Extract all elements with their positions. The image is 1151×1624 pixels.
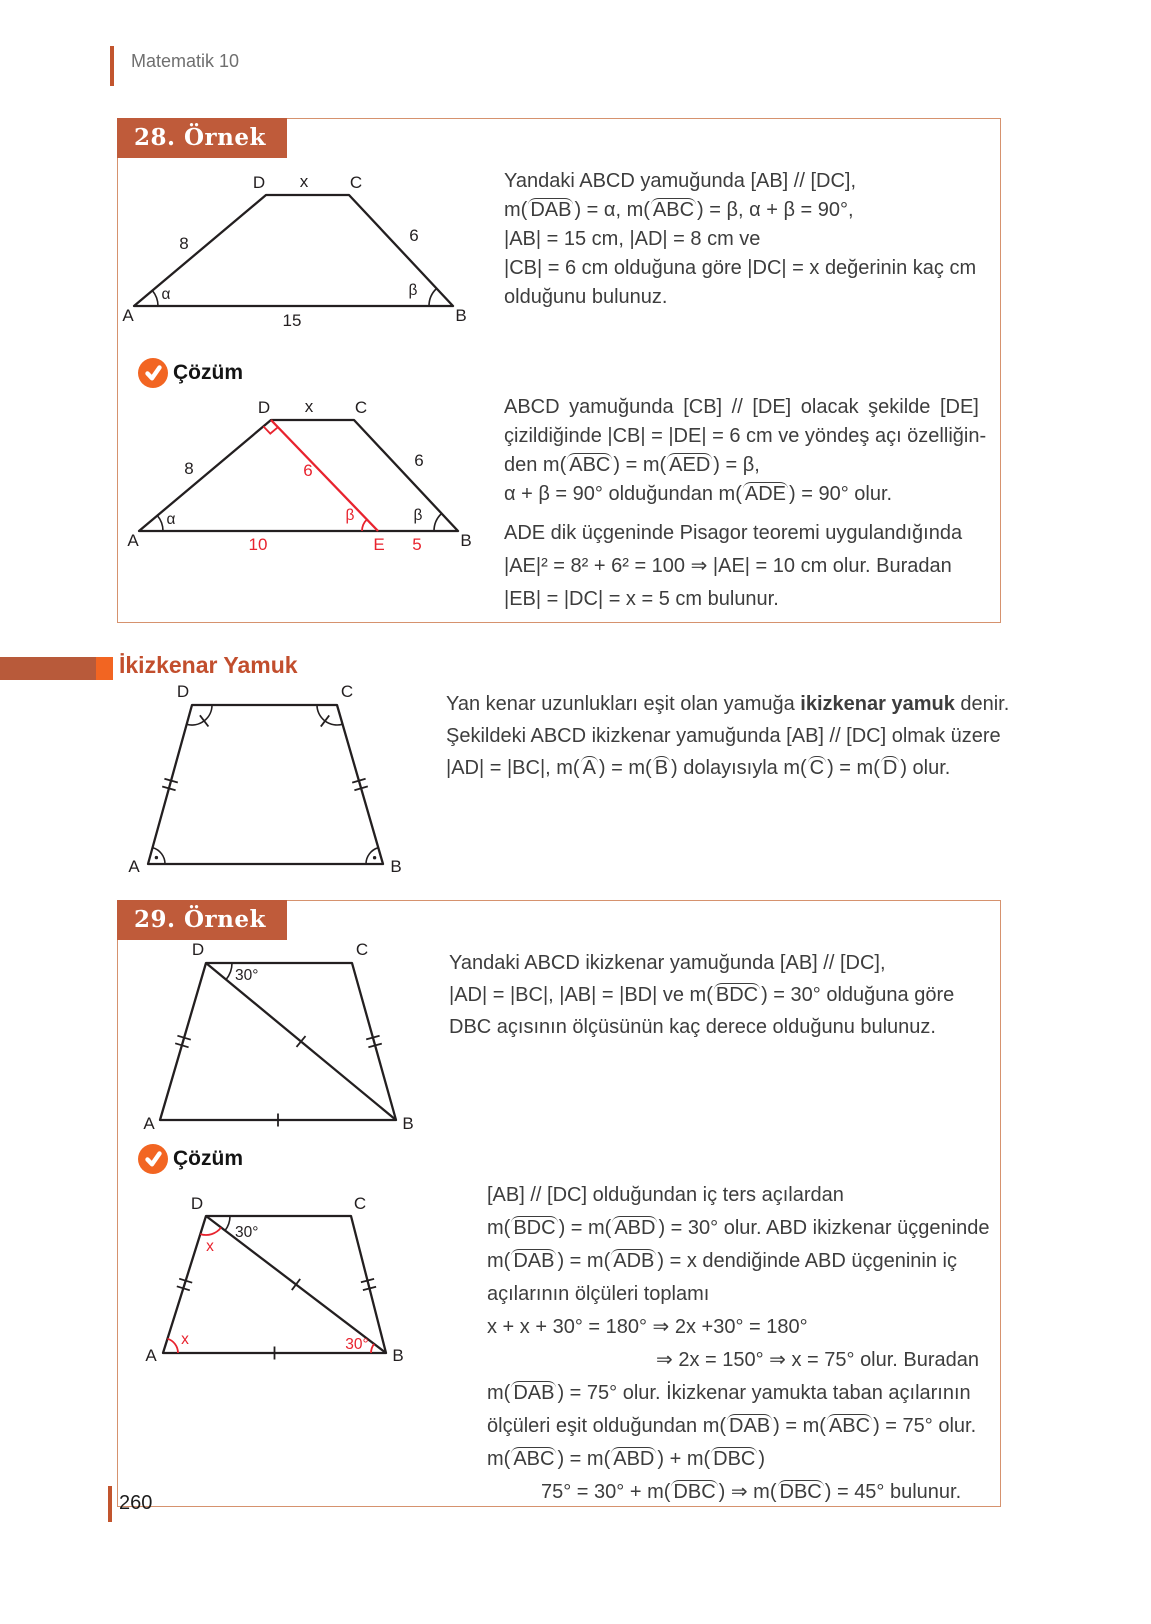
solution-line: |EB| = |DC| = x = 5 cm bulunur. (504, 588, 779, 610)
angle-dot-b (373, 856, 376, 859)
side-cb-label: 6 (409, 226, 419, 245)
solution-line: ⇒ 2x = 150° ⇒ x = 75° olur. Buradan (656, 1349, 980, 1371)
solution-line: |AE|² = 8² + 6² = 100 ⇒ |AE| = 10 cm olur. Buradan (504, 555, 952, 577)
problem-line: m( DAB ) = α, m( ABC ) = β, α + β = 90°, (504, 199, 854, 221)
problem-line: DBC açısının ölçüsünün kaç derece olduğunu bulunuz. (449, 1016, 936, 1038)
solution-line: açılarının ölçüleri toplamı (487, 1283, 710, 1305)
header-accent-bar (110, 46, 114, 86)
vertex-label-b: B (392, 1346, 404, 1365)
problem-line: |AB| = 15 cm, |AD| = 8 cm ve (504, 228, 761, 250)
figure-isosceles-trapezoid (123, 684, 423, 884)
solution-line: çizildiğinde |CB| = |DE| = 6 cm ve yöndeş açı özelliğin- (504, 425, 987, 447)
section-heading: İkizkenar Yamuk (119, 652, 298, 678)
vertex-label-c: C (355, 940, 369, 959)
trapezoid-outline (163, 1216, 386, 1353)
checkmark-icon (138, 358, 168, 388)
beta-label: β (408, 282, 418, 299)
solution-line: m( ABC ) = m( ABD ) + m( DBC ) (487, 1448, 766, 1470)
angle-arc-a (153, 848, 166, 864)
right-angle-mark-d (263, 426, 278, 433)
trapezoid-outline (148, 705, 383, 864)
section-line: Yan kenar uzunlukları eşit olan yamuğa ikizkenar yamuk denir. (446, 693, 1010, 715)
example-29-box (117, 900, 1001, 1507)
beta-label-e: β (345, 507, 355, 524)
top-side-label-x: x (304, 397, 314, 416)
vertex-label-a: A (128, 857, 140, 876)
solution-line: m( BDC ) = m( ABD ) = 30° olur. ABD ikizkenar üçgeninde (487, 1217, 990, 1239)
solution-line: m( DAB ) = m( ADB ) = x dendiğinde ABD üçgeninin iç (487, 1250, 957, 1272)
solution-line: den m( ABC ) = m( AED ) = β, (504, 454, 760, 476)
base-label: 15 (282, 311, 302, 330)
angle-arc-a-x-red (168, 1339, 179, 1353)
vertex-label-a: A (122, 306, 134, 325)
top-side-label-x: x (299, 172, 309, 191)
figure-trapezoid-ex29-problem (136, 935, 446, 1135)
angle-arc-a (157, 516, 163, 531)
checkmark-icon (138, 1144, 168, 1174)
vertex-label-c: C (349, 173, 363, 192)
angle-x-label-a: x (181, 1331, 189, 1348)
section-bar (0, 657, 96, 680)
angle-30-label: 30° (235, 1224, 259, 1241)
vertex-label-b: B (390, 857, 402, 876)
problem-line: Yandaki ABCD yamuğunda [AB] // [DC], (504, 170, 857, 192)
segment-de-length: 6 (303, 461, 313, 480)
example-29-title: 29. Örnek (117, 900, 287, 940)
example-28-box (117, 118, 1001, 623)
vertex-label-d: D (252, 173, 266, 192)
side-ad-label: 8 (184, 459, 194, 478)
section-line: |AD| = |BC|, m( A ) = m( B ) dolayısıyla m( C ) = m( D ) olur. (446, 757, 951, 779)
solution-line: ABCD yamuğunda [CB] // [DE] olacak şekilde [DE] (504, 396, 979, 418)
vertex-label-d: D (257, 398, 271, 417)
diagonal-tick (292, 1279, 300, 1290)
alpha-label: α (166, 511, 176, 528)
figure-trapezoid-ex28-solution (125, 388, 475, 558)
segment-eb-length: 5 (412, 535, 422, 554)
figure-trapezoid-ex29-solution (140, 1193, 440, 1368)
angle-arc-b (366, 848, 378, 864)
angle-arc-a (152, 291, 158, 306)
solution-line: ölçüleri eşit olduğundan m( DAB ) = m( ABC ) = 75° olur. (487, 1415, 977, 1437)
solution-line: x + x + 30° = 180° ⇒ 2x +30° = 180° (487, 1316, 808, 1338)
alpha-label: α (161, 286, 171, 303)
angle-30-label-b: 30° (345, 1336, 369, 1353)
solution-line: m( DAB ) = 75° olur. İkizkenar yamukta taban açılarının (487, 1382, 971, 1404)
check-icon (138, 1144, 168, 1174)
solution-line: α + β = 90° olduğundan m( ADE ) = 90° olur. (504, 483, 893, 505)
solution-text-ex29 (487, 1179, 999, 1509)
trapezoid-outline (160, 963, 396, 1120)
angle-30-label: 30° (235, 967, 259, 984)
problem-text-ex29 (449, 947, 999, 1043)
problem-text-ex28 (504, 167, 999, 312)
problem-line: |AD| = |BC|, |AB| = |BD| ve m( BDC ) = 30° olduğuna göre (449, 984, 955, 1006)
vertex-label-a: A (127, 531, 139, 550)
cozum-heading: Çözüm (173, 361, 243, 384)
problem-line: Yandaki ABCD ikizkenar yamuğunda [AB] // [DC], (449, 952, 886, 974)
solution-text-ex28 (504, 393, 999, 616)
vertex-label-c: C (340, 684, 354, 701)
angle-arc-b (429, 289, 437, 307)
book-title: Matematik 10 (131, 51, 240, 71)
vertex-label-d: D (191, 940, 205, 959)
figure-trapezoid-ex28-problem (120, 163, 470, 333)
page-number: 260 (119, 1492, 153, 1514)
solution-line: ADE dik üçgeninde Pisagor teoremi uygulandığında (504, 522, 963, 544)
vertex-label-a: A (143, 1114, 155, 1133)
check-icon (138, 358, 168, 388)
angle-tick-c (321, 715, 329, 726)
solution-line: [AB] // [DC] olduğundan iç ters açılardan (487, 1184, 844, 1206)
segment-de-red (271, 420, 378, 531)
point-label-e: E (373, 535, 385, 554)
vertex-label-d: D (190, 1194, 204, 1213)
section-line: Şekildeki ABCD ikizkenar yamuğunda [AB] // [DC] olmak üzere (446, 725, 1001, 747)
angle-arc-b (434, 514, 442, 532)
angle-x-label-d: x (206, 1238, 214, 1255)
vertex-label-c: C (354, 398, 368, 417)
angle-arc-b-30-red (371, 1344, 374, 1353)
problem-line: |CB| = 6 cm olduğuna göre |DC| = x değerinin kaç cm (504, 257, 977, 279)
cozum-heading: Çözüm (173, 1147, 243, 1170)
vertex-label-a: A (145, 1346, 157, 1365)
vertex-label-c: C (353, 1194, 367, 1213)
vertex-label-d: D (176, 684, 190, 701)
segment-ae-length: 10 (248, 535, 268, 554)
section-bar-accent (96, 657, 113, 680)
beta-label-b: β (413, 507, 423, 524)
example-28-title: 28. Örnek (117, 118, 287, 158)
vertex-label-b: B (402, 1114, 414, 1133)
side-cb-label: 6 (414, 451, 424, 470)
angle-arc-d-x-red (200, 1228, 221, 1235)
angle-arc-e-red (362, 520, 367, 532)
angle-arc-d-30 (225, 1216, 230, 1231)
problem-line: olduğunu bulunuz. (504, 286, 668, 308)
vertex-label-b: B (460, 531, 472, 550)
section-text (446, 688, 1010, 784)
angle-dot-a (155, 856, 158, 859)
footer-accent-bar (108, 1486, 112, 1522)
side-ad-label: 8 (179, 234, 189, 253)
angle-arc-d-30 (226, 963, 232, 980)
vertex-label-b: B (455, 306, 467, 325)
solution-line: 75° = 30° + m( DBC ) ⇒ m( DBC ) = 45° bulunur. (541, 1481, 962, 1503)
